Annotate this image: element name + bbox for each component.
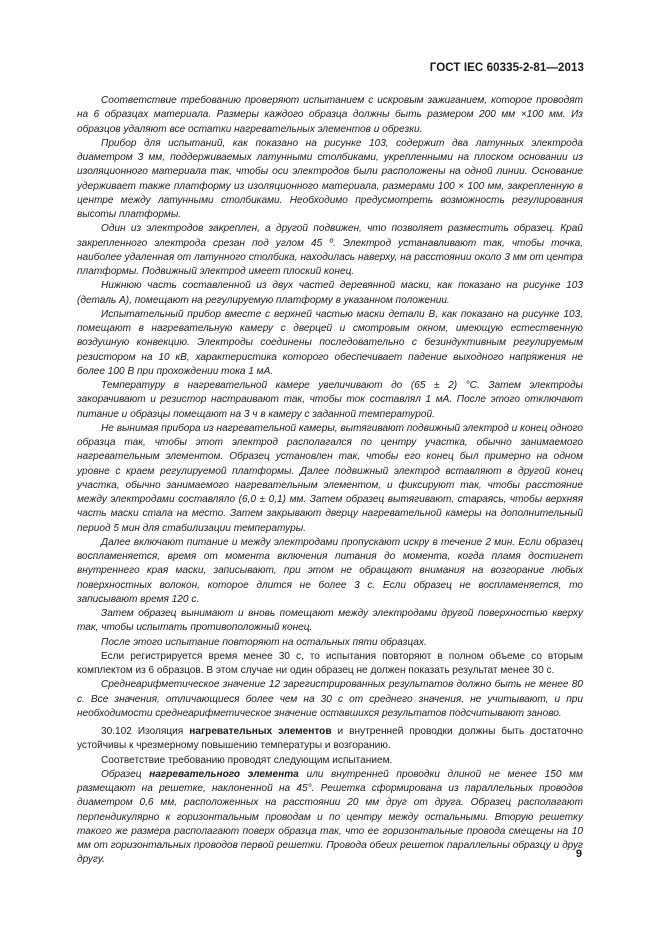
paragraph xyxy=(77,768,583,868)
paragraph: Далее включают питание и между электродами пропускают искру в течение 2 мин. Если образец воспламеняется, время от момента включения питания до момента, когда пламя достигнет внутреннего края маски, записывают, при этом не обращают внимания на возгорание любых поверхностных волокон, которое длится не более 3 с. Если образец не воспламеняется, то записывают время 120 с. xyxy=(77,536,583,605)
defined-term: нагревательного элемента xyxy=(149,768,299,780)
paragraph: Один из электродов закреплен, а другой подвижен, что позволяет разместить образец. Край закрепленного электрода срезан под углом 45 º. Электрод устанавливают так, чтобы точка, наиболее удаленная от латунного столбика, находилась наверху, на расстоянии около 3 мм от центра платформы. Подвижный электрод имеет плоский конец. xyxy=(77,223,583,277)
paragraph: После этого испытание повторяют на остальных пяти образцах. xyxy=(101,636,427,648)
paragraph: Если регистрируется время менее 30 с, то испытания повторяют в полном объеме со вторым комплектом из 6 образцов. В этом случае ни один образец не должен показать результат менее 30 с. xyxy=(77,650,583,676)
paragraph: Испытательный прибор вместе с верхней частью маски детали В, как показано на рисунке 103, помещают в нагревательную камеру с дверцей и смотровым окном, имеющую естественную воздушную конвекцию. Электроды соединены последовательно с безиндуктивным регулируемым резистором на 10 кВ, характеристика которого обеспечивает падение выходного напряжения не более 100 В при прохождении тока 1 мА. xyxy=(77,308,583,377)
document-header: ГОСТ IEC 60335-2-81—2013 xyxy=(429,62,584,74)
defined-term: нагревательных элементов xyxy=(189,726,332,737)
paragraph-text: Образец xyxy=(101,768,150,780)
paragraph: Не вынимая прибора из нагревательной камеры, вытягивают подвижный электрод и конец одного образца так, чтобы этот электрод располагался по центру участка, обычно занимаемого нагревательным элементом. Образец установлен так, чтобы его конец был примерно на одном уровне с краем регулируемой платформы. Далее подвижный электрод вставляют в другой конец участка, обычно занимаемого нагревательным элементом, и фиксируют так, чтобы расстояние между электродами составляло (6,0 ± 0,1) мм. Затем образец вытягивают, стараясь, чтобы верхняя часть маски стала на место. Затем закрывают дверцу нагревательной камеры на дополнительный период 5 мин для стабилизации температуры. xyxy=(77,422,584,534)
paragraph: Прибор для испытаний, как показано на рисунке 103, содержит два латунных электрода диаметром 3 мм, поддерживаемых латунными столбиками, укрепленными на плоском основании из изоляционного материала так, чтобы оси электродов были расположены на одной линии. Основание удерживает также платформу из изоляционного материала, размерами 100 × 100 мм, закрепленную в центре между латунными столбиками. Необходимо предусмотреть возможность регулирования высоты платформы. xyxy=(77,137,583,220)
document-body xyxy=(77,94,583,868)
clause-text: и внутренней проводки должны быть достаточно устойчивы к чрезмерному повышению температуры и возгоранию. xyxy=(77,726,584,752)
paragraph: Среднеарифметическое значение 12 зарегистрированных результатов должно быть не менее 80 с. Все значения, отличающиеся более чем на 30 с от среднего значения, не учитывают, и при необходимости среднеарифметическое значение оставшихся результатов подсчитывают заново. xyxy=(77,679,583,719)
paragraph: Нижнюю часть составленной из двух частей деревянной маски, как показано на рисунке 103 (деталь А), помещают на регулируемую платформу в указанном положении. xyxy=(77,280,583,306)
paragraph: Соответствие требованию проверяют испытанием с искровым зажиганием, которое проводят на 6 образцах материала. Размеры каждого образца должны быть размером 200 мм ×100 мм. Из образцов удаляют все остатки нагревательных элементов и обрезки. xyxy=(77,95,583,135)
paragraph: Затем образец вынимают и вновь помещают между электродами другой поверхностью кверху так, чтобы испытать противоположный конец. xyxy=(77,608,583,634)
page-number: 9 xyxy=(575,848,582,860)
clause-30-102 xyxy=(77,725,583,754)
paragraph-text: или внутренней проводки длиной не менее 150 мм размещают на решетке, наклоненной на 45°. Решетка сформирована из параллельных проводов диаметром 0,6 мм, расположенных на расстоянии 20 мм друг от друга. Образец располагают перпендикулярно к горизонтальным проводам и по центру между остальными. Вторую решетку такого же размера располагают поверх образца так, что ее горизонтальные провода смещены на 10 мм от горизонтальных проводов первой решетки. Провода обеих решеток параллельны образцу и друг другу. xyxy=(77,768,583,866)
paragraph: Температуру в нагревательной камере увеличивают до (65 ± 2) °С. Затем электроды закорачивают и резистор настраивают так, чтобы ток составлял 1 мА. После этого отключают питание и образцы помещают на 3 ч в камеру с заданной температурой. xyxy=(77,380,583,420)
paragraph: Соответствие требованию проводят следующим испытанием. xyxy=(101,754,393,766)
clause-text: 30.102 Изоляция xyxy=(101,726,190,737)
